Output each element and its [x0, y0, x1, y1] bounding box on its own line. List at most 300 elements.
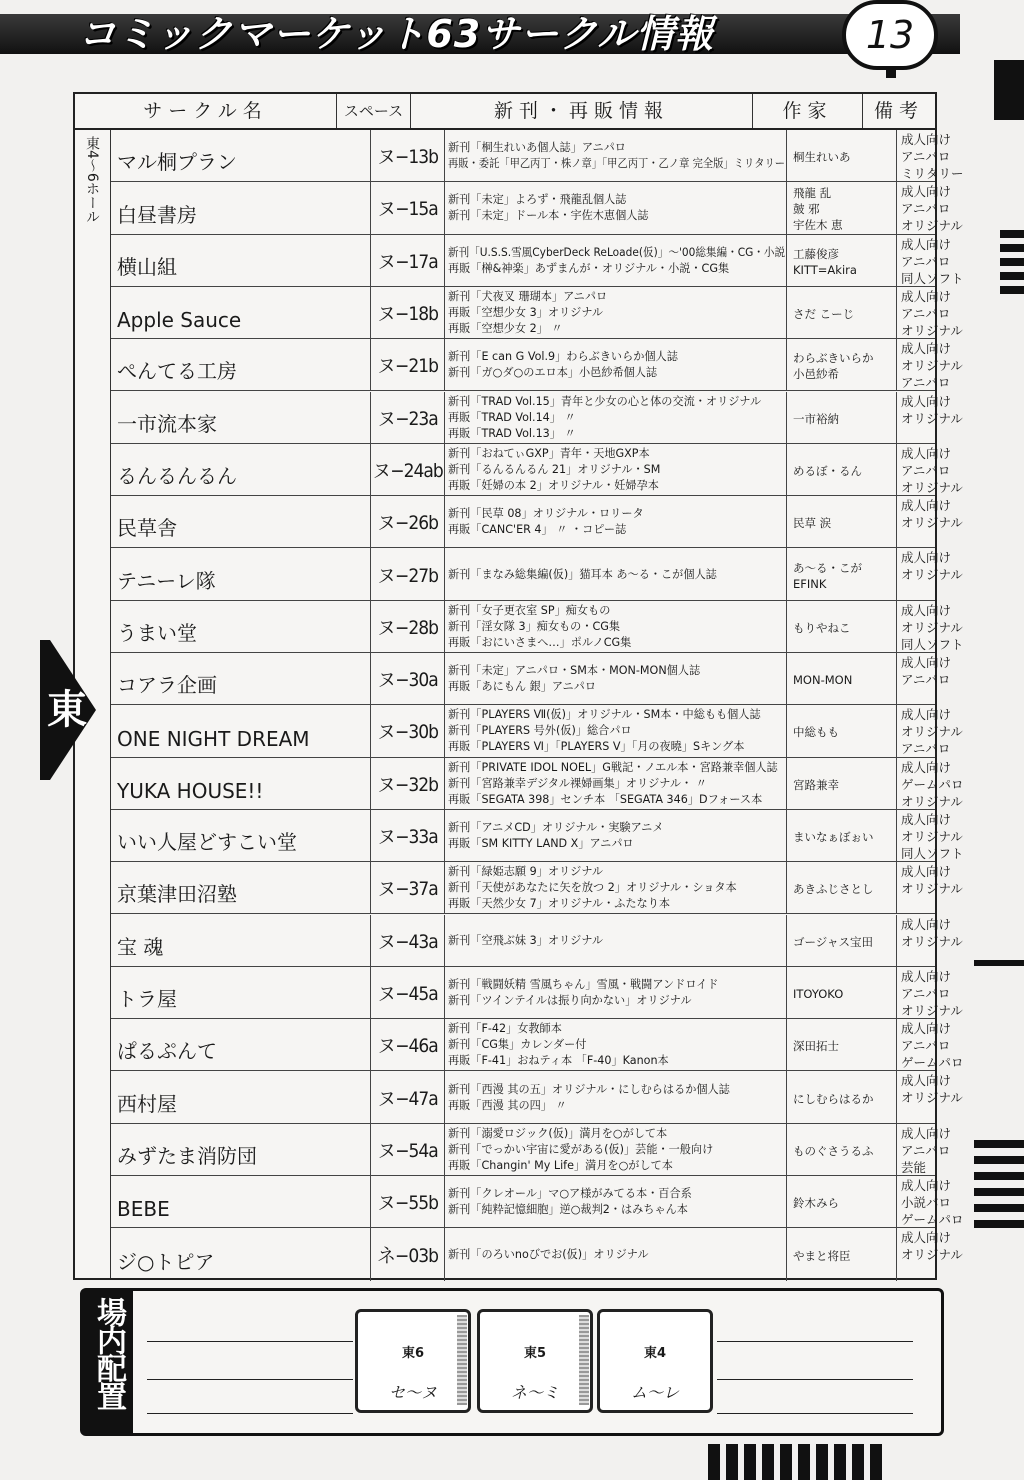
author — [787, 862, 897, 913]
release-line: 新刊「宮路兼幸デジタル裸婦画集」オリジナル・ 〃 — [448, 776, 707, 790]
release-line: 新刊「未定」よろず・飛龍乱個人誌 — [448, 193, 627, 207]
author-name: 宇佐木 恵 — [793, 218, 843, 233]
floor-line — [717, 1413, 913, 1414]
hall-label: 東4〜6ホール — [84, 136, 100, 224]
note-tag: 成人向け — [901, 341, 952, 357]
notes — [897, 705, 971, 756]
note-tag: オリジナル — [901, 410, 963, 426]
note-tag: アニパロ — [901, 149, 951, 164]
table-header-row — [75, 94, 935, 130]
author — [787, 235, 897, 286]
release-line: 新刊「PLAYERS Ⅶ(仮)」オリジナル・SM本・中総もも個人誌 — [448, 708, 761, 722]
release-info — [445, 1019, 787, 1070]
release-info — [445, 1176, 787, 1227]
note-tag: 同人ソフト — [901, 270, 964, 286]
note-tag: オリジナル — [901, 619, 963, 635]
note-tag: 成人向け — [901, 1021, 952, 1037]
release-info — [445, 496, 787, 547]
note-tag: アニパロ — [901, 375, 951, 391]
release-line: 新刊「ツインテイルは振り向かない」オリジナル — [448, 993, 692, 1007]
space-code: ヌ−37a — [371, 862, 445, 913]
note-tag: 成人向け — [901, 864, 952, 880]
column-header-notes: 備考 — [873, 100, 924, 122]
release-line: 新刊「おねてぃGXP」青年・天地GXP本 — [448, 446, 650, 460]
space-code: ヌ−21b — [371, 339, 445, 390]
space-code: ヌ−46a — [371, 1019, 445, 1070]
circle-name: 西村屋 — [111, 1071, 371, 1122]
author-name: もりやねこ — [793, 620, 851, 635]
release-line: 新刊「未定」アニパロ・SM本・MON-MON個人誌 — [448, 664, 701, 678]
hall-divider — [457, 1315, 467, 1405]
circle-name: うまい堂 — [111, 601, 371, 652]
circle-name: いい人屋どすこい堂 — [111, 810, 371, 861]
table-row — [111, 862, 963, 914]
notes — [897, 182, 971, 233]
space-code: ヌ−47a — [371, 1071, 445, 1122]
author-name: 皷 邪 — [793, 202, 820, 217]
note-tag: オリジナル — [901, 724, 963, 740]
note-tag: アニパロ — [901, 741, 951, 757]
page-header — [0, 0, 1024, 90]
east-hall-tab — [40, 640, 98, 780]
circle-name: 横山組 — [111, 235, 371, 286]
release-line: 新刊「女子更衣室 SP」痴女もの — [448, 603, 611, 617]
author-name: やまと将臣 — [793, 1248, 851, 1263]
note-tag: 成人向け — [901, 445, 952, 461]
author — [787, 758, 897, 809]
circle-name: るんるんるん — [111, 444, 371, 495]
circle-name: ぱるぷんて — [111, 1019, 371, 1070]
notes — [897, 1019, 971, 1070]
author — [787, 1228, 897, 1280]
page-title: コミックマーケット63サークル情報 — [78, 12, 715, 56]
note-tag: オリジナル — [901, 515, 963, 531]
table-row — [111, 653, 952, 705]
note-tag: オリジナル — [901, 933, 963, 949]
notes — [897, 758, 971, 809]
release-line: 再販「F-41」おねティ本 「F-40」Kanon本 — [448, 1054, 669, 1068]
floor-line — [147, 1341, 353, 1342]
release-info — [445, 392, 787, 443]
circle-name: テニーレ隊 — [111, 548, 371, 599]
release-info — [445, 548, 787, 599]
author — [787, 392, 897, 443]
circle-name: みずたま消防団 — [111, 1124, 371, 1175]
hall-box-east4 — [597, 1309, 713, 1413]
note-tag: 成人向け — [901, 236, 952, 252]
notes — [897, 235, 971, 286]
release-line: 新刊「アニメCD」オリジナル・実験アニメ — [448, 821, 664, 835]
space-code: ヌ−30a — [371, 653, 445, 704]
hall-name: 東4 — [643, 1346, 667, 1361]
notes — [897, 1124, 971, 1175]
release-info — [445, 182, 787, 233]
hall-range: ネ〜ミ — [510, 1383, 559, 1402]
circle-name: 宝 魂 — [111, 915, 371, 966]
space-code: ヌ−33a — [371, 810, 445, 861]
author-name: にしむらはるか — [793, 1091, 874, 1106]
table-row — [111, 1124, 952, 1176]
note-tag: 成人向け — [901, 393, 952, 409]
circle-name: コアラ企画 — [111, 653, 371, 704]
author — [787, 287, 897, 338]
note-tag: 同人ソフト — [901, 636, 964, 652]
space-code: ヌ−18b — [371, 287, 445, 338]
note-tag: オリジナル — [901, 322, 963, 338]
table-row — [111, 444, 963, 496]
release-info — [445, 235, 787, 286]
note-tag: オリジナル — [901, 567, 963, 583]
note-tag: 成人向け — [901, 655, 952, 670]
release-line: 再販「SM KITTY LAND X」アニパロ — [448, 837, 634, 851]
table-row — [111, 392, 963, 444]
space-code: ヌ−27b — [371, 548, 445, 599]
release-line: 新刊「民草 08」オリジナル・ロリータ — [448, 507, 644, 521]
note-tag: 成人向け — [901, 968, 952, 984]
author-name: 飛龍 乱 — [793, 186, 832, 201]
notes — [897, 339, 971, 390]
release-info — [445, 915, 787, 966]
floor-line — [147, 1379, 353, 1380]
space-code: ヌ−54a — [371, 1124, 445, 1175]
floor-plan-label: 場内配置 — [91, 1297, 126, 1409]
floor-line — [147, 1413, 353, 1414]
note-tag: 成人向け — [901, 1230, 952, 1246]
notes — [897, 1176, 971, 1227]
notes — [897, 287, 971, 338]
notes — [897, 601, 971, 652]
circle-name: マル桐プラン — [111, 130, 371, 181]
author-name: 宮路兼幸 — [793, 777, 839, 792]
space-code: ヌ−13b — [371, 130, 445, 181]
release-line: 新刊「のろいnoびでお(仮)」オリジナル — [448, 1247, 649, 1261]
author — [787, 130, 897, 181]
release-line: 新刊「PLAYERS 号外(仮)」総合パロ — [448, 724, 632, 738]
release-info — [445, 1124, 787, 1175]
floor-plan — [80, 1288, 944, 1436]
hall-name: 東5 — [523, 1346, 547, 1361]
page-number-badge — [842, 0, 938, 70]
author-name: 鈴木みら — [793, 1196, 839, 1211]
author — [787, 1124, 897, 1175]
note-tag: アニパロ — [901, 253, 951, 269]
note-tag: 芸能 — [901, 1159, 927, 1175]
release-line: 新刊「まなみ総集編(仮)」猫耳本 あ〜る・こが個人誌 — [448, 567, 717, 581]
release-line: 再販「榊&神楽」あずまんが・オリジナル・小説・CG集 — [448, 261, 730, 275]
notes — [897, 130, 971, 181]
release-line: 新刊「CG集」カレンダー付 — [448, 1038, 587, 1052]
note-tag: アニパロ — [901, 985, 951, 1001]
author — [787, 1176, 897, 1227]
author-name: ITOYOKO — [793, 986, 844, 1001]
space-code: ネ−03b — [371, 1228, 445, 1280]
author-name: わらぶきいらか — [793, 351, 874, 366]
notes — [897, 653, 971, 704]
note-tag: 成人向け — [901, 1073, 952, 1089]
circle-name: YUKA HOUSE!! — [111, 758, 371, 809]
circle-name: 京葉津田沼塾 — [111, 862, 371, 913]
note-tag: オリジナル — [901, 1090, 963, 1106]
release-line: 新刊「犬夜叉 珊瑚本」アニパロ — [448, 290, 608, 304]
release-line: 新刊「E can G Vol.9」わらぶきいらか個人誌 — [448, 350, 678, 364]
release-line: 再販「TRAD Vol.13」 〃 — [448, 426, 576, 440]
note-tag: アニパロ — [901, 672, 951, 687]
author — [787, 1071, 897, 1122]
space-code: ヌ−43a — [371, 915, 445, 966]
release-info — [445, 705, 787, 756]
release-line: 新刊「未定」ドール本・宇佐木恵個人誌 — [448, 209, 649, 223]
release-info — [445, 287, 787, 338]
note-tag: ゲームパロ — [901, 1055, 964, 1071]
release-line: 新刊「U.S.S.雪風CyberDeck ReLoade(仮)」〜'00総集編・CG・小説 — [448, 245, 786, 259]
release-line: 再販「Changin' My Life」満月を○がして本 — [448, 1158, 673, 1172]
release-line: 新刊「西漫 其の五」オリジナル・にしむらはるか個人誌 — [448, 1082, 730, 1096]
note-tag: オリジナル — [901, 358, 963, 374]
author-name: 中総もも — [793, 725, 839, 740]
hall-name: 東6 — [401, 1346, 425, 1361]
notes — [897, 1071, 971, 1122]
notes — [897, 1228, 971, 1280]
release-line: 新刊「純粋記憶細胞」逆○裁判2・はみちゃん本 — [448, 1203, 688, 1217]
release-line: 新刊「淫女隊 3」痴女もの・CG集 — [448, 619, 621, 633]
author-name: あ〜る・こが — [793, 560, 862, 575]
author — [787, 705, 897, 756]
author — [787, 182, 897, 233]
release-line: 再販「SEGATA 398」センチ本 「SEGATA 346」Dフォース本 — [448, 792, 763, 806]
column-header-info: 新刊・再販情報 — [411, 94, 753, 128]
space-code: ヌ−26b — [371, 496, 445, 547]
author — [787, 810, 897, 861]
author — [787, 601, 897, 652]
circle-name: 一市流本家 — [111, 392, 371, 443]
release-line: 新刊「るんるんるん 21」オリジナル・SM — [448, 462, 661, 476]
note-tag: 成人向け — [901, 759, 952, 775]
column-header-name: サークル名 — [75, 94, 337, 128]
note-tag: 成人向け — [901, 602, 952, 618]
hall-box-east5 — [477, 1309, 593, 1413]
note-tag: アニパロ — [901, 1038, 951, 1054]
notes — [897, 392, 971, 443]
notes — [897, 496, 971, 547]
author — [787, 915, 897, 966]
floor-plan-label-box — [83, 1291, 133, 1433]
circle-name: ONE NIGHT DREAM — [111, 705, 371, 756]
author-name: EFINK — [793, 576, 827, 591]
hall-box-east6 — [355, 1309, 471, 1413]
note-tag: オリジナル — [901, 1247, 963, 1263]
table-row — [111, 1228, 963, 1280]
note-tag: 成人向け — [901, 707, 952, 723]
note-tag: オリジナル — [901, 828, 963, 844]
notes — [897, 810, 971, 861]
author-name: まいなぁぼぉい — [793, 830, 874, 845]
note-tag: 成人向け — [901, 550, 952, 566]
note-tag: オリジナル — [901, 218, 963, 234]
release-line: 再販「空想少女 2」 〃 — [448, 322, 563, 336]
author — [787, 444, 897, 495]
note-tag: 小説パロ — [901, 1195, 952, 1210]
note-tag: ミリタリー — [901, 166, 964, 181]
space-code: ヌ−24ab — [371, 444, 445, 495]
space-code: ヌ−15a — [371, 182, 445, 233]
release-line: 新刊「PRIVATE IDOL NOEL」G戦記・ノエル本・宮路兼幸個人誌 — [448, 760, 778, 774]
notes — [897, 862, 971, 913]
note-tag: ゲームパロ — [901, 1212, 964, 1227]
table-row — [111, 130, 964, 182]
circle-table — [73, 92, 964, 1280]
author — [787, 1019, 897, 1070]
circle-name: 民草舎 — [111, 496, 371, 547]
note-tag: ゲームパロ — [901, 776, 964, 792]
release-line: 再販「西漫 其の四」 〃 — [448, 1098, 567, 1112]
hall-range: ム〜レ — [630, 1383, 679, 1402]
author-name: 工藤俊彦 — [793, 246, 839, 261]
note-tag: 成人向け — [901, 132, 952, 147]
release-line: 再販・委託「甲乙丙丁・株ノ章」「甲乙丙丁・乙ノ章 完全版」ミリタリー — [448, 157, 786, 171]
author-name: 民草 涙 — [793, 516, 832, 531]
release-line: 新刊「溺愛ロジック(仮)」満月を○がして本 — [448, 1126, 668, 1140]
author — [787, 496, 897, 547]
table-row — [111, 182, 963, 234]
release-line: 新刊「緑姫志願 9」オリジナル — [448, 865, 604, 879]
table-row — [111, 967, 963, 1019]
release-info — [445, 862, 787, 913]
author-name: 小邑紗希 — [793, 367, 839, 382]
author-name: めるぼ・るん — [793, 463, 862, 478]
author-name: あきふじさとし — [793, 882, 874, 897]
note-tag: 成人向け — [901, 288, 952, 304]
release-info — [445, 444, 787, 495]
note-tag: オリジナル — [901, 479, 963, 495]
release-info — [445, 653, 787, 704]
space-code: ヌ−30b — [371, 705, 445, 756]
release-line: 新刊「TRAD Vol.15」青年と少女の心と体の交流・オリジナル — [448, 394, 762, 408]
table-row — [111, 287, 963, 339]
table-row — [111, 339, 963, 391]
notes — [897, 444, 971, 495]
table-row — [111, 915, 963, 967]
release-info — [445, 810, 787, 861]
author-name: ものぐさうるふ — [793, 1143, 874, 1158]
release-info — [445, 758, 787, 809]
author-name: ゴージャス宝田 — [793, 934, 874, 949]
note-tag: オリジナル — [901, 793, 963, 809]
author-name: 一市裕納 — [793, 411, 839, 426]
release-info — [445, 1228, 787, 1280]
notes — [897, 915, 971, 966]
notes — [897, 548, 971, 599]
table-row — [111, 1176, 964, 1228]
bottom-edge-decoration — [708, 1444, 948, 1480]
author — [787, 967, 897, 1018]
table-row — [111, 548, 963, 600]
notes — [897, 967, 971, 1018]
author-name: KITT=Akira — [793, 262, 857, 277]
column-header-author: 作家 — [753, 94, 863, 128]
note-tag: オリジナル — [901, 881, 963, 897]
column-header-space: スペース — [337, 94, 411, 128]
note-tag: 成人向け — [901, 1178, 952, 1193]
space-code: ヌ−17a — [371, 235, 445, 286]
release-info — [445, 1071, 787, 1122]
release-line: 新刊「クレオール」マ○ア様がみてる本・百合系 — [448, 1187, 692, 1201]
note-tag: 成人向け — [901, 811, 952, 827]
east-tab-label: 東 — [47, 687, 87, 733]
note-tag: オリジナル — [901, 1002, 963, 1018]
release-info — [445, 130, 787, 181]
release-info — [445, 339, 787, 390]
note-tag: アニパロ — [901, 305, 951, 321]
space-code: ヌ−55b — [371, 1176, 445, 1227]
author-name: 深田拓士 — [793, 1039, 839, 1054]
page-number: 13 — [865, 13, 915, 57]
table-row — [111, 705, 963, 757]
release-line: 再販「PLAYERS Ⅵ」「PLAYERS Ⅴ」「月の夜曉」Sキング本 — [448, 740, 745, 754]
note-tag: アニパロ — [901, 462, 951, 478]
author-name: 桐生れいあ — [793, 150, 851, 165]
author-name: さだ こーじ — [793, 307, 855, 322]
release-line: 新刊「空飛ぶ妹 3」オリジナル — [448, 933, 604, 947]
release-line: 新刊「天使があなたに矢を放つ 2」オリジナル・ショタ本 — [448, 881, 737, 895]
floor-line — [717, 1341, 913, 1342]
release-line: 再販「空想少女 3」オリジナル — [448, 306, 604, 320]
note-tag: 同人ソフト — [901, 845, 964, 861]
table-row — [111, 601, 964, 653]
note-tag: 成人向け — [901, 184, 952, 200]
release-line: 再販「天然少女 7」オリジナル・ふたなり本 — [448, 897, 671, 911]
author — [787, 653, 897, 704]
space-code: ヌ−23a — [371, 392, 445, 443]
hall-range: セ〜ヌ — [388, 1383, 437, 1402]
note-tag: 成人向け — [901, 1125, 952, 1141]
circle-name: トラ屋 — [111, 967, 371, 1018]
author-name: MON-MON — [793, 673, 853, 688]
author — [787, 339, 897, 390]
hall-divider — [579, 1315, 589, 1405]
circle-name: ジ○トピア — [111, 1228, 371, 1280]
release-line: 再販「あにもん 銀」アニパロ — [448, 680, 596, 694]
note-tag: アニパロ — [901, 1142, 951, 1158]
release-line: 再販「TRAD Vol.14」 〃 — [448, 410, 576, 424]
table-row — [111, 758, 964, 810]
table-row — [111, 810, 964, 862]
release-line: 新刊「F-42」女教師本 — [448, 1022, 562, 1036]
release-line: 新刊「ガ○ダ○のエロ本」小邑紗希個人誌 — [448, 366, 658, 380]
space-code: ヌ−28b — [371, 601, 445, 652]
circle-name: BEBE — [111, 1176, 371, 1227]
release-line: 再販「CANC'ER 4」 〃 ・コピー誌 — [448, 523, 627, 537]
release-line: 新刊「でっかい宇宙に愛がある(仮)」芸能・一般向け — [448, 1142, 714, 1156]
table-row — [111, 235, 964, 287]
table-row — [111, 496, 963, 548]
author — [787, 548, 897, 599]
release-line: 新刊「桐生れいあ個人誌」アニパロ — [448, 141, 626, 155]
table-row — [111, 1071, 963, 1123]
note-tag: 成人向け — [901, 916, 952, 932]
circle-name: 白昼書房 — [111, 182, 371, 233]
circle-name: Apple Sauce — [111, 287, 371, 338]
release-info — [445, 601, 787, 652]
circle-name: ぺんてる工房 — [111, 339, 371, 390]
note-tag: 成人向け — [901, 498, 952, 514]
space-code: ヌ−32b — [371, 758, 445, 809]
release-line: 新刊「戦闘妖精 雪風ちゃん」雪風・戦闘アンドロイド — [448, 977, 719, 991]
release-line: 再販「おにいさまへ…」ポルノCG集 — [448, 635, 632, 649]
space-code: ヌ−45a — [371, 967, 445, 1018]
note-tag: アニパロ — [901, 201, 951, 217]
table-row — [111, 1019, 964, 1071]
floor-line — [717, 1379, 913, 1380]
